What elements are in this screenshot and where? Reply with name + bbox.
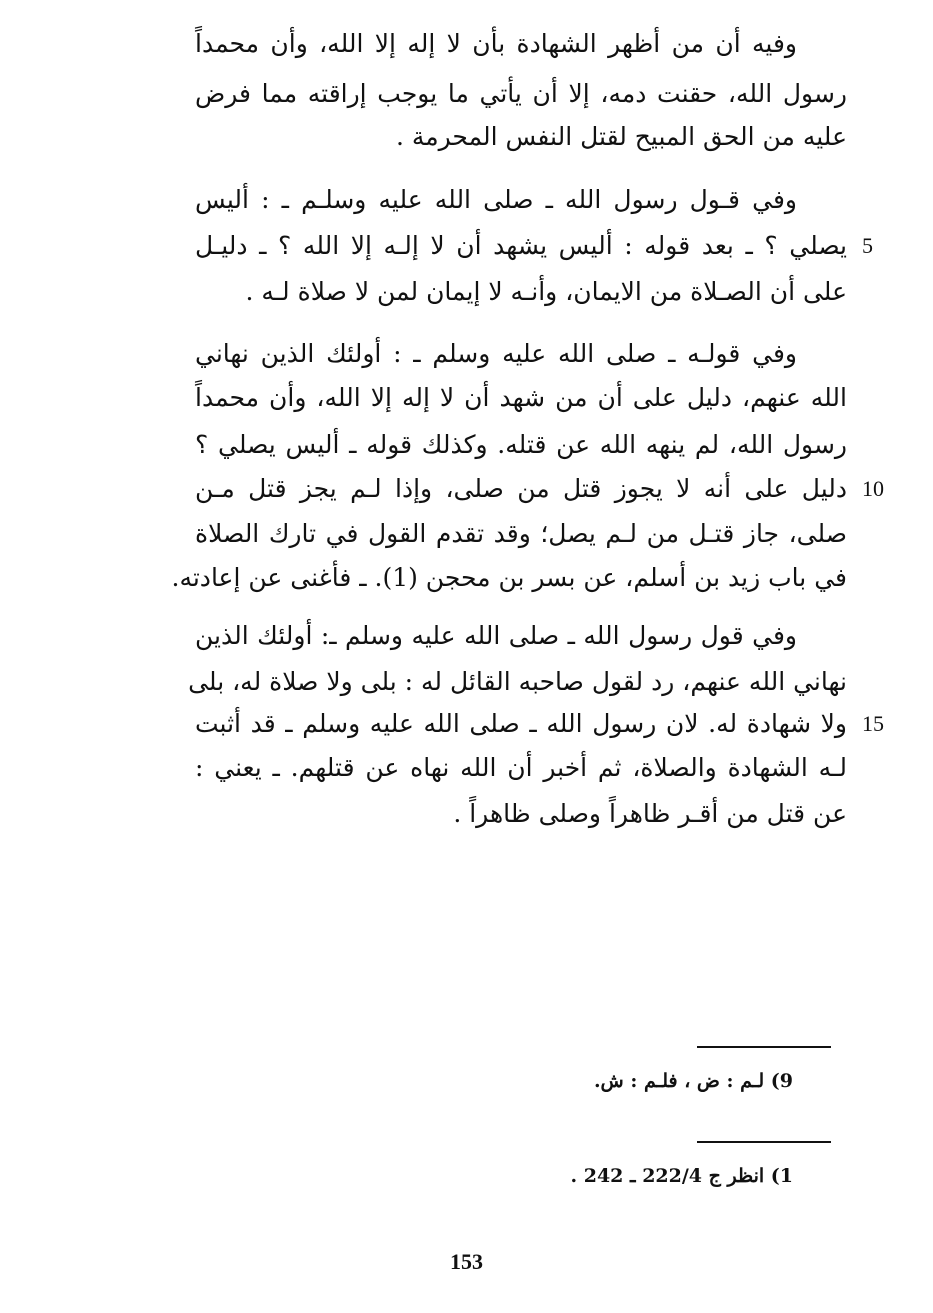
- text-line: ولا شهادة له. لان رسول الله ـ صلى الله عليه وسلم ـ قد أثبت: [195, 709, 847, 738]
- text-line: نهاني الله عنهم، رد لقول صاحبه القائل له : بلى ولا صلاة له، بلى: [188, 667, 847, 696]
- page-number: 153: [450, 1249, 483, 1274]
- text-line: وفي قـول رسول الله ـ صلى الله عليه وسلـم ـ : أليس: [195, 185, 797, 214]
- text-line: وفي قولـه ـ صلى الله عليه وسلم ـ : أولئك الذين نهاني: [195, 339, 797, 368]
- text-line: وفي قول رسول الله ـ صلى الله عليه وسلم ـ: أولئك الذين: [195, 621, 797, 650]
- line-number: 5: [862, 233, 873, 258]
- text-line: رسول الله، لم ينهه الله عن قتله. وكذلك قوله ـ أليس يصلي ؟: [195, 430, 847, 459]
- text-line: في باب زيد بن أسلم، عن بسر بن محجن (1). ـ فأغنى عن إعادته.: [171, 563, 847, 592]
- footnote-variant: 9) لـم : ض ، فلـم : ش.: [593, 1070, 793, 1092]
- line-number: 10: [862, 476, 884, 501]
- text-line: صلى، جاز قتـل من لـم يصل؛ وقد تقدم القول في تارك الصلاة: [195, 519, 847, 548]
- text-line: عليه من الحق المبيح لقتل النفس المحرمة .: [395, 122, 847, 151]
- text-line: وفيه أن من أظهر الشهادة بأن لا إله إلا الله، وأن محمداً: [195, 29, 797, 58]
- text-line: على أن الصـلاة من الايمان، وأنـه لا إيمان لمن لا صلاة لـه .: [245, 277, 847, 306]
- footnote-rule: [697, 1046, 831, 1048]
- text-line: الله عنهم، دليل على أن من شهد أن لا إله إلا الله، وأن محمداً: [195, 383, 847, 412]
- text-line: رسول الله، حقنت دمه، إلا أن يأتي ما يوجب إراقته مما فرض: [195, 79, 847, 108]
- text-line: عن قتل من أقـر ظاهراً وصلى ظاهراً .: [453, 799, 847, 828]
- text-line: يصلي ؟ ـ بعد قوله : أليس يشهد أن لا إلـه إلا الله ؟ ـ دليـل: [195, 231, 847, 260]
- text-line: دليل على أنه لا يجوز قتل من صلى، وإذا لـم يجز قتل مـن: [195, 474, 847, 503]
- footnote-rule: [697, 1141, 831, 1143]
- text-line: لـه الشهادة والصلاة، ثم أخبر أن الله نهاه عن قتلهم. ـ يعني :: [195, 753, 847, 782]
- footnote-reference: 1) انظر ج 222/4 ـ 242 .: [570, 1165, 793, 1187]
- line-number: 15: [862, 711, 884, 736]
